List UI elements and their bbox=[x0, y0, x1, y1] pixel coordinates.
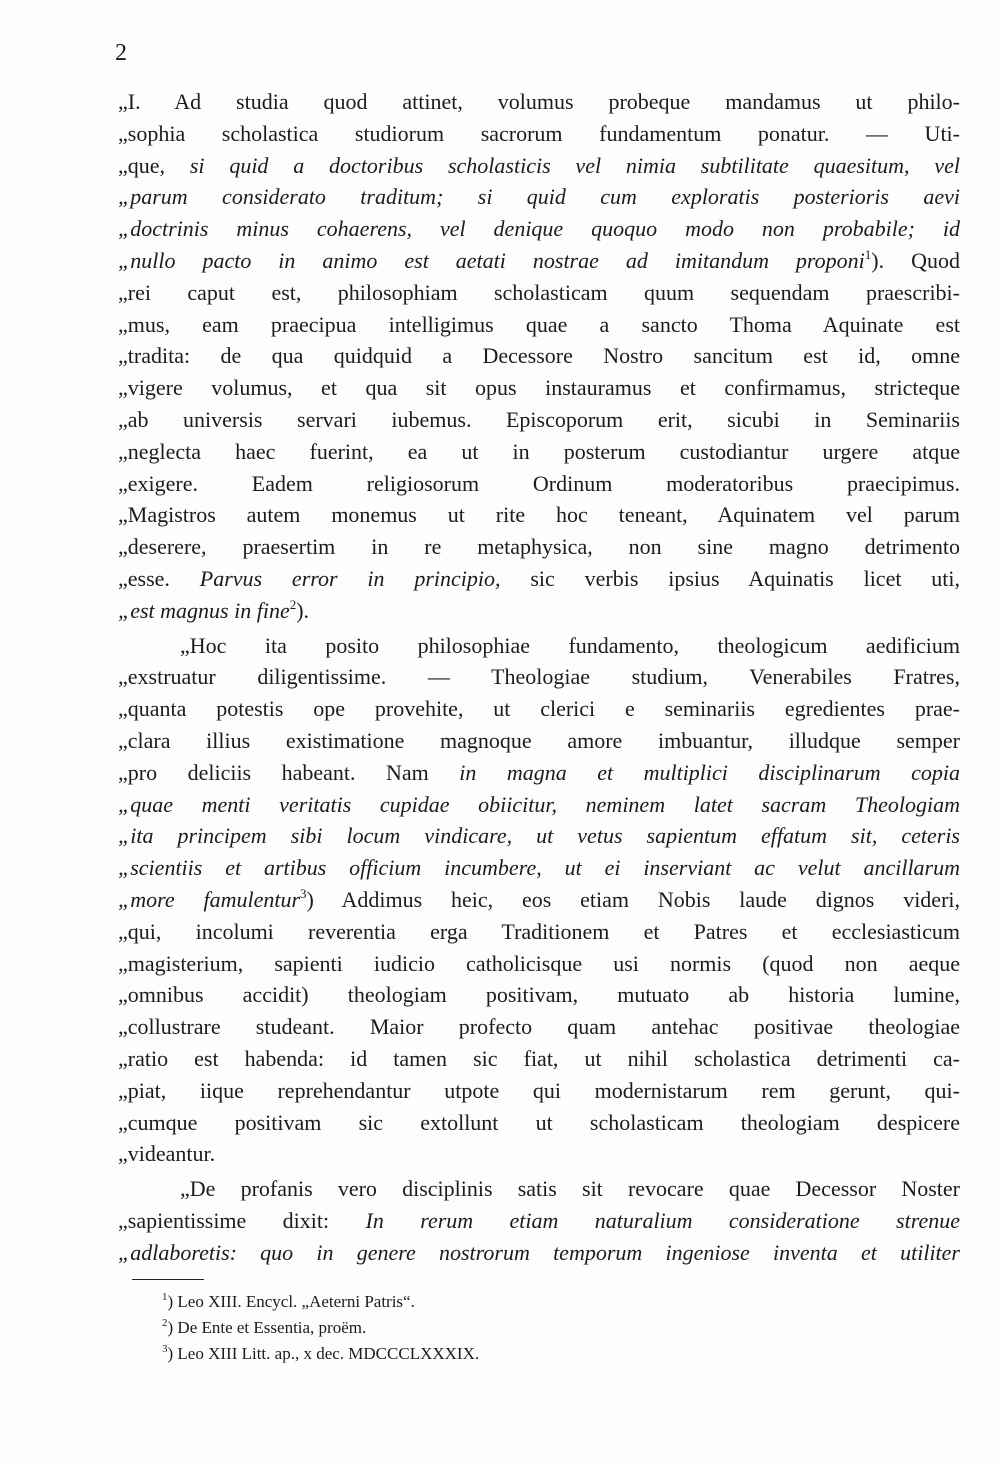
footnote-text: ) De Ente et Essentia, proëm. bbox=[167, 1318, 367, 1337]
italic-text: si quid a doctoribus scholasticis vel nimia subtilitate quaesitum, vel bbox=[189, 152, 960, 178]
text-segment: sic verbis ipsius Aquinatis licet uti, bbox=[500, 565, 960, 591]
page-number: 2 bbox=[115, 40, 127, 66]
italic-text: „scientiis et artibus officium incumbere, ut ei inserviant ac velut ancillarum bbox=[118, 855, 960, 881]
text-segment: „ab universis servari iubemus. Episcoporum erit, sicubi in Seminariis bbox=[118, 406, 960, 432]
text-line-p1-l12 bbox=[118, 436, 960, 468]
text-segment: „exigere. Eadem religiosorum Ordinum moderatoribus praecipimus. bbox=[118, 470, 960, 496]
text-segment: „sophia scholastica studiorum sacrorum fundamentum ponatur. — Uti- bbox=[118, 120, 960, 146]
text-segment: „deserere, praesertim in re metaphysica, non sine magno detrimento bbox=[118, 534, 960, 560]
italic-text: „more famulentur bbox=[118, 886, 301, 912]
text-segment: „neglecta haec fuerint, ea ut in posterum custodiantur urgere atque bbox=[118, 438, 960, 464]
text-segment: „vigere volumus, et qua sit opus instauramus et confirmamus, stricteque bbox=[118, 375, 960, 401]
text-line-p2-l17 bbox=[118, 1138, 960, 1170]
text-line-p1-l5 bbox=[118, 213, 960, 245]
text-segment: „I. Ad studia quod attinet, volumus probeque mandamus ut philo- bbox=[118, 89, 960, 114]
text-segment: „que, bbox=[118, 152, 190, 178]
text-segment: „tradita: de qua quidquid a Decessore Nostro sancitum est id, omne bbox=[118, 343, 960, 369]
footnote-text: ) Leo XIII. Encycl. „Aeterni Patris“. bbox=[167, 1292, 415, 1311]
text-segment: „magisterium, sapienti iudicio catholicisque usi normis (quod non aeque bbox=[118, 950, 960, 976]
footnote-ref[interactable]: 2 bbox=[289, 596, 297, 612]
text-line-p1-l13 bbox=[118, 468, 960, 500]
text-line-p1-l1 bbox=[118, 86, 960, 118]
italic-text: Parvus error in principio, bbox=[199, 565, 501, 591]
text-line-p3-l2 bbox=[118, 1205, 960, 1237]
text-segment: ). bbox=[296, 597, 310, 623]
text-line-p2-l3 bbox=[118, 693, 960, 725]
text-segment: „qui, incolumi reverentia erga Traditionem et Patres et ecclesiasticum bbox=[118, 918, 960, 944]
text-line-p2-l10 bbox=[118, 916, 960, 948]
text-line-p1-l14 bbox=[118, 499, 960, 531]
text-line-p2-l15 bbox=[118, 1075, 960, 1107]
text-segment: „Hoc ita posito philosophiae fundamento, theologicum aedificium bbox=[180, 632, 960, 658]
italic-text: „parum considerato traditum; si quid cum exploratis posterioris aevi bbox=[118, 184, 960, 210]
text-line-p1-l3 bbox=[118, 150, 960, 182]
footnote-divider bbox=[132, 1279, 204, 1280]
footnote-text: ) Leo XIII Litt. ap., x dec. MDCCCLXXXIX. bbox=[167, 1344, 480, 1363]
text-segment: „Magistros autem monemus ut rite hoc teneant, Aquinatem vel parum bbox=[118, 502, 960, 528]
body-text bbox=[118, 86, 960, 1268]
text-line-p1-l7 bbox=[118, 277, 960, 309]
footnote-ref[interactable]: 1 bbox=[864, 246, 872, 262]
text-line-p2-l16 bbox=[118, 1107, 960, 1139]
text-segment: „omnibus accidit) theologiam positivam, mutuato ab historia lumine, bbox=[118, 982, 960, 1008]
footnote-mark: 2 bbox=[162, 1317, 168, 1329]
footnote-mark: 3 bbox=[162, 1343, 168, 1355]
text-line-p1-l11 bbox=[118, 404, 960, 436]
text-line-p1-l8 bbox=[118, 309, 960, 341]
text-segment: „esse. bbox=[118, 565, 200, 591]
text-segment: „De profanis vero disciplinis satis sit revocare quae Decessor Noster bbox=[180, 1176, 960, 1202]
text-line-p2-l5 bbox=[118, 757, 960, 789]
text-line-p3-l3 bbox=[118, 1237, 960, 1269]
italic-text: „quae menti veritatis cupidae obiicitur, neminem latet sacram Theologiam bbox=[118, 791, 960, 817]
footnotes bbox=[162, 1289, 479, 1367]
footnote-mark: 1 bbox=[162, 1291, 168, 1303]
italic-text: „est magnus in fine bbox=[118, 597, 290, 623]
text-line-p2-l9 bbox=[118, 884, 960, 916]
text-segment: „piat, iique reprehendantur utpote qui modernistarum rem gerunt, qui- bbox=[118, 1077, 960, 1103]
text-segment: „cumque positivam sic extollunt ut scholasticam theologiam despicere bbox=[118, 1109, 960, 1135]
italic-text: „doctrinis minus cohaerens, vel denique quoquo modo non probabile; id bbox=[118, 216, 960, 242]
text-line-p1-l17 bbox=[118, 595, 960, 627]
footnote-1 bbox=[162, 1289, 479, 1315]
text-line-p1-l10 bbox=[118, 372, 960, 404]
text-segment: ). Quod bbox=[871, 247, 960, 273]
text-segment: „rei caput est, philosophiam scholasticam quum sequendam praescribi- bbox=[118, 279, 960, 305]
text-line-p2-l11 bbox=[118, 948, 960, 980]
text-segment: „exstruatur diligentissime. — Theologiae studium, Venerabiles Fratres, bbox=[118, 664, 960, 690]
text-line-p1-l16 bbox=[118, 563, 960, 595]
text-line-p2-l6 bbox=[118, 789, 960, 821]
text-line-p2-l12 bbox=[118, 979, 960, 1011]
text-segment: „clara illius existimatione magnoque amore imbuantur, illudque semper bbox=[118, 727, 960, 753]
text-line-p2-l7 bbox=[118, 820, 960, 852]
text-segment: ) Addimus heic, eos etiam Nobis laude dignos videri, bbox=[306, 886, 960, 912]
text-line-p2-l8 bbox=[118, 852, 960, 884]
footnote-3 bbox=[162, 1341, 479, 1367]
italic-text: „adlaboretis: quo in genere nostrorum temporum ingeniose inventa et utiliter bbox=[118, 1239, 960, 1265]
text-line-p2-l14 bbox=[118, 1043, 960, 1075]
italic-text: In rerum etiam naturalium consideratione strenue bbox=[365, 1207, 960, 1233]
text-line-p3-l1 bbox=[118, 1173, 960, 1205]
text-segment: „collustrare studeant. Maior profecto quam antehac positivae theologiae bbox=[118, 1014, 960, 1040]
text-line-p1-l2 bbox=[118, 118, 960, 150]
text-line-p2-l13 bbox=[118, 1011, 960, 1043]
text-segment: „sapientissime dixit: bbox=[118, 1207, 366, 1233]
footnote-ref[interactable]: 3 bbox=[300, 885, 307, 901]
text-segment: „mus, eam praecipua intelligimus quae a sancto Thoma Aquinate est bbox=[118, 311, 960, 337]
text-line-p1-l15 bbox=[118, 531, 960, 563]
text-line-p2-l1 bbox=[118, 630, 960, 662]
italic-text: „nullo pacto in animo est aetati nostrae ad imitandum proponi bbox=[118, 247, 865, 273]
text-segment: „pro deliciis habeant. Nam bbox=[118, 759, 460, 785]
text-line-p1-l6 bbox=[118, 245, 960, 277]
text-segment: „ratio est habenda: id tamen sic fiat, ut nihil scholastica detrimenti ca- bbox=[118, 1045, 960, 1071]
text-line-p1-l9 bbox=[118, 340, 960, 372]
text-line-p2-l4 bbox=[118, 725, 960, 757]
text-line-p2-l2 bbox=[118, 661, 960, 693]
text-line-p1-l4 bbox=[118, 181, 960, 213]
text-segment: „videantur. bbox=[118, 1141, 216, 1167]
italic-text: „ita principem sibi locum vindicare, ut vetus sapientum effatum sit, ceteris bbox=[118, 823, 960, 849]
italic-text: in magna et multiplici disciplinarum copia bbox=[459, 759, 960, 785]
text-segment: „quanta potestis ope provehite, ut clerici e seminariis egredientes prae- bbox=[118, 696, 960, 722]
footnote-2 bbox=[162, 1315, 479, 1341]
